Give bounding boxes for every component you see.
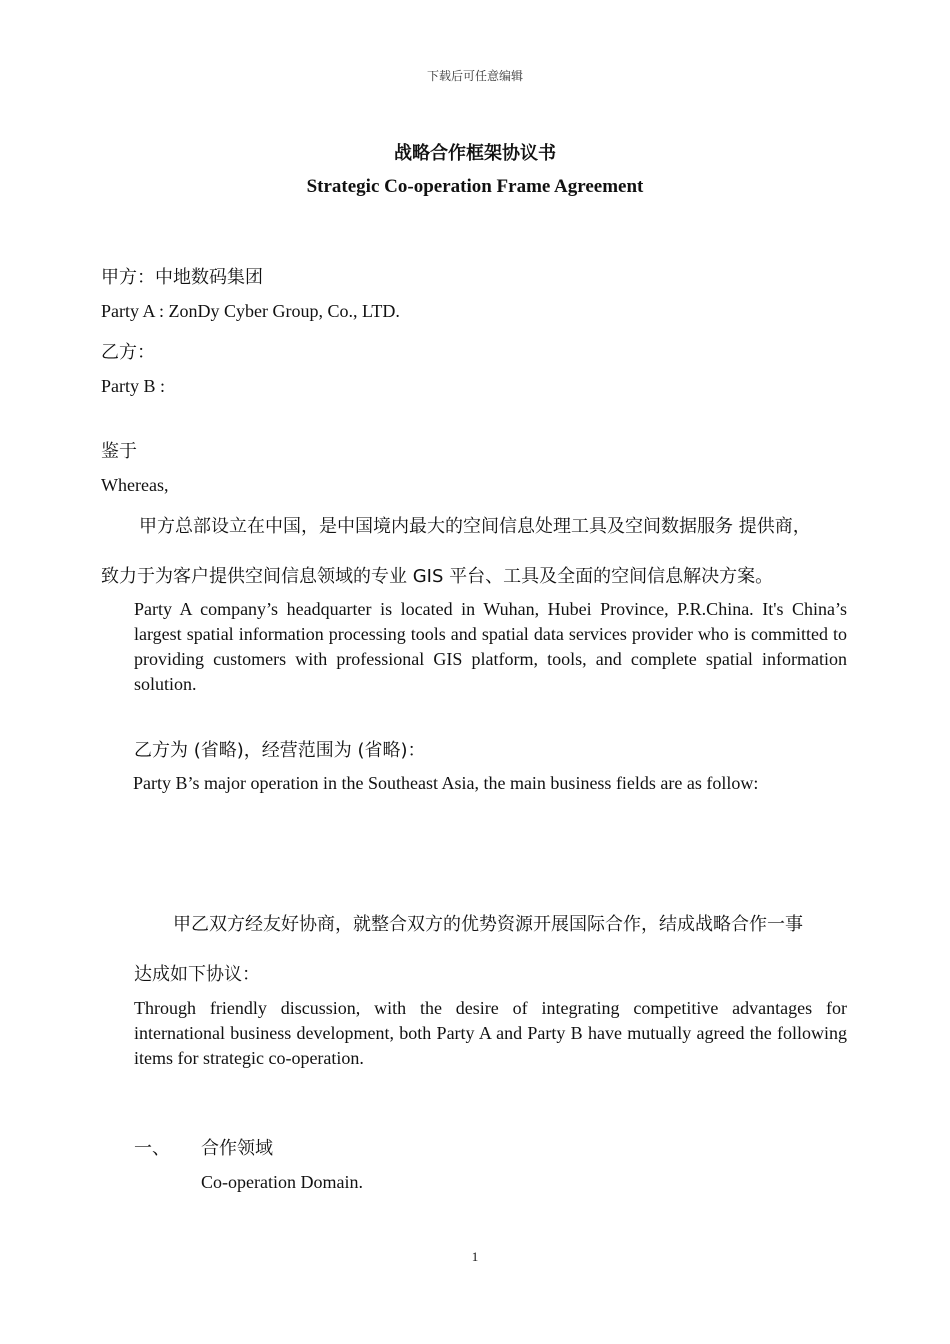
section-title-chinese: 合作领域	[201, 1138, 273, 1159]
title-chinese: 战略合作框架协议书	[394, 143, 556, 164]
party-a-intro-chinese-line2: 致力于为客户提供空间信息领域的专业 GIS 平台、工具及全面的空间信息解决方案。	[101, 566, 774, 587]
agreement-intro-chinese-line1: 甲乙双方经友好协商，就整合双方的优势资源开展国际合作，结成战略合作一事	[173, 914, 803, 935]
section-number: 一、	[134, 1138, 170, 1159]
party-a-intro-english: Party A company’s headquarter is located in Wuhan, Hubei Province, P.R.China. It's China’s largest spatial information processing tools and spatial data services provider who is committed to providing customers with professional GIS platform, tools, and complete spatial information solution.	[134, 599, 847, 694]
party-b-intro-chinese: 乙方为 (省略)，经营范围为 (省略)：	[134, 740, 426, 761]
party-b-english: Party B :	[101, 376, 166, 396]
party-a-intro-chinese-line1: 甲方总部设立在中国，是中国境内最大的空间信息处理工具及空间数据服务 提供商，	[139, 516, 811, 537]
party-a-chinese: 甲方：中地数码集团	[101, 267, 263, 288]
party-b-chinese: 乙方：	[101, 342, 155, 363]
whereas-chinese: 鉴于	[101, 441, 137, 462]
agreement-intro-chinese-line2: 达成如下协议：	[134, 964, 260, 985]
party-a-english: Party A : ZonDy Cyber Group, Co., LTD.	[101, 301, 400, 321]
page-number: 1	[471, 1249, 479, 1264]
agreement-intro-english: Through friendly discussion, with the desire of integrating competitive advantages for international business development, both Party A and Party B have mutually agreed the following items for strategic co-operation.	[134, 998, 847, 1068]
party-b-intro-english: Party B’s major operation in the Southeast Asia, the main business fields are as follow:	[133, 773, 759, 793]
title-english: Strategic Co-operation Frame Agreement	[306, 176, 644, 197]
whereas-english: Whereas,	[101, 475, 169, 495]
header-note: 下载后可任意编辑	[426, 69, 523, 83]
section-title-english: Co-operation Domain.	[201, 1172, 363, 1192]
